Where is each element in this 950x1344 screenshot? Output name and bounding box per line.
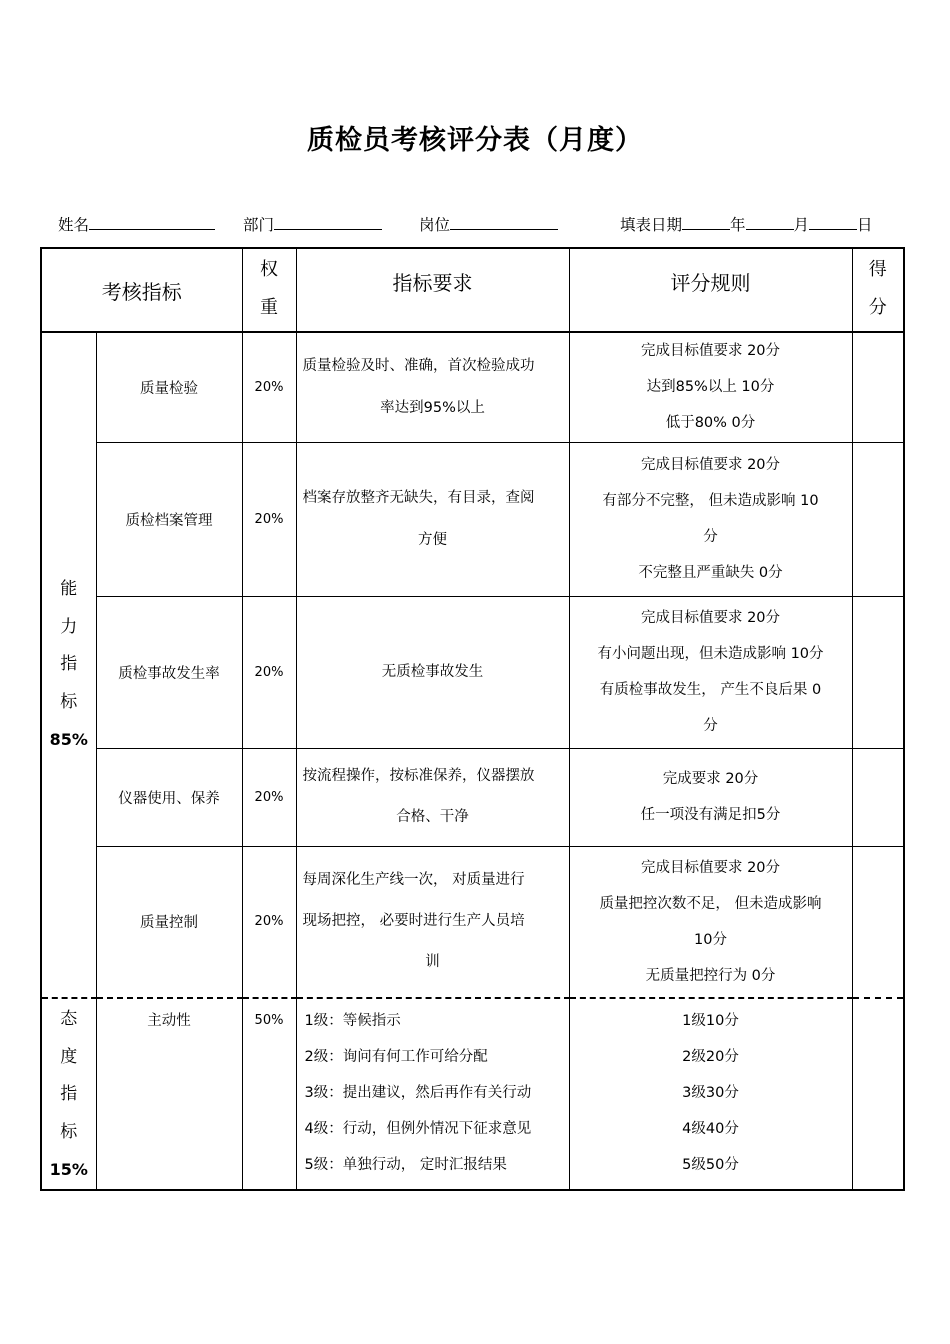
indicator-weight-text: 50% — [254, 1013, 284, 1028]
indicator-weight — [242, 998, 296, 1190]
dept-field[interactable] — [243, 213, 382, 235]
category-char: 标 — [60, 1121, 78, 1142]
page-title: 质检员考核评分表（月度） — [307, 125, 643, 156]
indicator-rules — [569, 332, 852, 442]
table-row — [41, 846, 904, 998]
level-score-line: 4级40分 — [682, 1121, 739, 1137]
rule-line: 10分 — [694, 931, 727, 948]
rule-line: 达到85%以上 10分 — [646, 379, 775, 396]
level-scores — [569, 998, 852, 1190]
header-rule: 评分规则 — [569, 248, 852, 332]
name-blank[interactable] — [89, 214, 215, 230]
rule-line: 无质量把控行为 0分 — [645, 967, 776, 984]
month-label: 月 — [793, 216, 810, 234]
indicator-weight: 20% — [242, 442, 296, 596]
dept-label: 部门 — [243, 216, 275, 234]
header-indicator: 考核指标 — [41, 248, 242, 332]
rule-line: 完成目标值要求 20分 — [640, 343, 781, 360]
requirement-line: 按流程操作，按标准保养，仪器摆放 — [302, 768, 535, 784]
requirement-line: 档案存放整齐无缺失，有目录，查阅 — [302, 490, 535, 506]
header-weight-1: 权 — [260, 259, 278, 280]
level-score-line: 5级50分 — [682, 1157, 739, 1173]
date-label: 填表日期 — [620, 216, 683, 234]
indicator-name: 质检档案管理 — [96, 442, 242, 596]
day-blank[interactable] — [809, 214, 857, 230]
score-cell[interactable] — [852, 748, 904, 846]
level-descriptions — [296, 998, 569, 1190]
indicator-weight: 20% — [242, 748, 296, 846]
category-char: 能 — [60, 579, 78, 600]
rule-line: 有部分不完整， 但未造成影响 10 — [602, 493, 819, 509]
rule-line: 有小问题出现，但未造成影响 10分 — [597, 646, 824, 662]
year-label: 年 — [730, 216, 746, 234]
category-char: 度 — [60, 1046, 78, 1067]
category-char: 指 — [60, 654, 78, 675]
indicator-requirement — [296, 596, 569, 748]
indicator-name — [96, 998, 242, 1190]
rule-line: 完成目标值要求 20分 — [640, 457, 781, 473]
rule-line: 分 — [703, 529, 718, 545]
table-row — [41, 596, 904, 748]
header-score-1: 得 — [868, 259, 887, 280]
date-field[interactable] — [620, 213, 873, 235]
header-score — [852, 248, 904, 332]
level-score-line: 1级10分 — [682, 1013, 739, 1029]
level-line: 3级：提出建议，然后再作有关行动 — [304, 1085, 532, 1101]
level-line: 5级：单独行动， 定时汇报结果 — [304, 1157, 507, 1173]
category-char: 力 — [60, 616, 78, 637]
indicator-requirement — [296, 332, 569, 442]
score-cell[interactable] — [852, 332, 904, 442]
score-cell[interactable] — [852, 596, 904, 748]
category-pct: 85% — [49, 730, 88, 750]
post-field[interactable] — [419, 213, 558, 235]
indicator-requirement — [296, 846, 569, 998]
score-cell[interactable] — [852, 998, 904, 1190]
post-blank[interactable] — [450, 214, 558, 230]
header-row — [41, 248, 904, 332]
dept-blank[interactable] — [274, 214, 382, 230]
indicator-rules — [569, 596, 852, 748]
table-row — [41, 748, 904, 846]
level-line: 1级：等候指示 — [304, 1013, 401, 1029]
rule-line: 完成目标值要求 20分 — [640, 610, 781, 626]
table-row — [41, 998, 904, 1190]
category-char: 标 — [60, 691, 78, 712]
indicator-name-text: 主动性 — [147, 1013, 191, 1029]
rule-line: 任一项没有满足扣5分 — [640, 807, 781, 823]
indicator-name: 质量控制 — [96, 846, 242, 998]
level-line: 4级：行动，但例外情况下征求意见 — [304, 1121, 532, 1137]
indicator-requirement — [296, 748, 569, 846]
post-label: 岗位 — [419, 216, 451, 234]
score-cell[interactable] — [852, 442, 904, 596]
category-char: 指 — [60, 1084, 78, 1104]
level-score-line: 3级30分 — [682, 1085, 739, 1101]
rule-line: 分 — [703, 718, 718, 734]
score-cell[interactable] — [852, 846, 904, 998]
header-requirement: 指标要求 — [296, 248, 569, 332]
requirement-line: 现场把控， 必要时进行生产人员培 — [302, 913, 525, 930]
year-blank[interactable] — [682, 214, 730, 230]
rule-line: 完成目标值要求 20分 — [640, 859, 781, 876]
indicator-rules — [569, 846, 852, 998]
attitude-category — [41, 998, 96, 1190]
level-score-line: 2级20分 — [682, 1049, 739, 1065]
table-row — [41, 442, 904, 596]
indicator-name: 质量检验 — [96, 332, 242, 442]
requirement-line: 每周深化生产线一次， 对质量进行 — [302, 872, 525, 889]
requirement-line: 训 — [425, 954, 440, 971]
requirement-line: 质量检验及时、准确，首次检验成功 — [302, 358, 535, 375]
name-label: 姓名 — [58, 216, 90, 234]
table-row — [41, 332, 904, 442]
ability-category — [41, 332, 96, 998]
indicator-rules — [569, 442, 852, 596]
rule-line: 质量把控次数不足， 但未造成影响 — [599, 895, 822, 912]
header-weight — [242, 248, 296, 332]
level-line: 2级：询问有何工作可给分配 — [304, 1049, 488, 1065]
indicator-weight: 20% — [242, 846, 296, 998]
indicator-name: 仪器使用、保养 — [96, 748, 242, 846]
evaluation-table — [40, 247, 905, 1191]
name-field[interactable] — [58, 213, 215, 235]
month-blank[interactable] — [746, 214, 794, 230]
rule-line: 完成要求 20分 — [662, 771, 759, 787]
rule-line: 不完整且严重缺失 0分 — [638, 565, 783, 581]
requirement-line: 无质检事故发生 — [381, 664, 484, 680]
rule-line: 低于80% 0分 — [665, 415, 756, 432]
rule-line: 有质检事故发生， 产生不良后果 0 — [599, 682, 822, 698]
indicator-requirement — [296, 442, 569, 596]
indicator-weight: 20% — [242, 332, 296, 442]
requirement-line: 方便 — [418, 532, 447, 548]
requirement-line: 率达到95%以上 — [380, 400, 485, 417]
day-label: 日 — [857, 216, 873, 234]
category-char: 态 — [60, 1009, 78, 1029]
indicator-rules — [569, 748, 852, 846]
category-pct: 15% — [49, 1160, 88, 1179]
header-score-2: 分 — [868, 297, 887, 318]
indicator-weight: 20% — [242, 596, 296, 748]
header-weight-2: 重 — [260, 297, 278, 318]
indicator-name: 质检事故发生率 — [96, 596, 242, 748]
requirement-line: 合格、干净 — [396, 809, 469, 825]
